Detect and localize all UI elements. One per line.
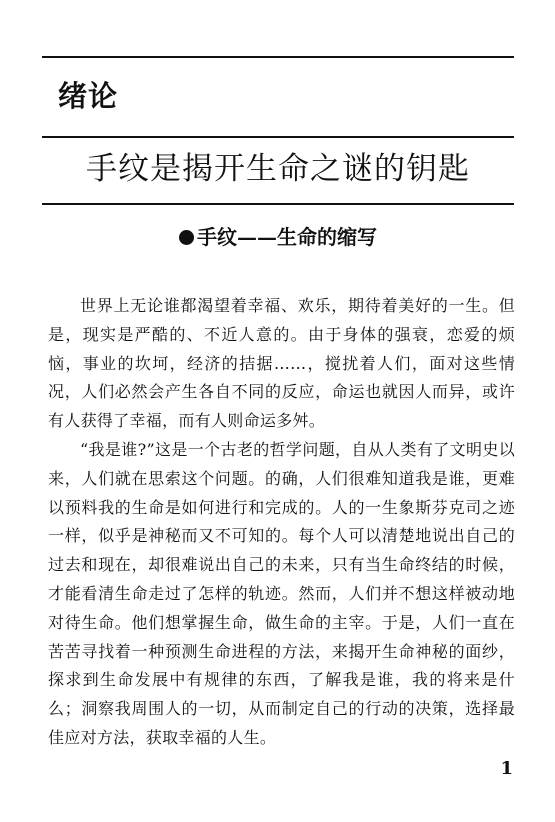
body-text [48, 292, 515, 753]
title-bottom-divider [42, 203, 514, 205]
chapter-label: 绪论 [58, 79, 119, 113]
filled-circle-icon [179, 230, 194, 245]
page-title: 手纹是揭开生命之谜的钥匙 [86, 151, 470, 187]
section-heading [42, 223, 514, 251]
paragraph-2: “我是谁?”这是一个古老的哲学问题，自从人类有了文明史以来，人们就在思索这个问题。的确，人们很难知道我是谁，更难以预料我的生命是如何进行和完成的。人的一生象斯芬克司之迹一样，似乎是神秘而又不可知的。每个人可以清楚地说出自己的过去和现在，却很难说出自己的未来，只有当生命终结的时候，才能看清生命走过了怎样的轨迹。然而，人们并不想这样被动地对待生命。他们想掌握生命，做生命的主宰。于是，人们一直在苦苦寻找着一种预测生命进程的方法，来揭开生命神秘的面纱，探求到生命发展中有规律的东西，了解我是谁，我的将来是什么；洞察我周围人的一切，从而制定自己的行动的决策，选择最佳应对方法，获取幸福的人生。 [48, 439, 515, 747]
paragraph-1: 世界上无论谁都渴望着幸福、欢乐，期待着美好的一生。但是，现实是严酷的、不近人意的。由于身体的强衰，恋爱的烦恼，事业的坎坷，经济的拮据……，搅扰着人们，面对这些情况，人们必然会产生各自不同的反应，命运也就因人而异，或许有人获得了幸福，而有人则命运多舛。 [48, 296, 515, 431]
title-top-divider [42, 136, 514, 138]
page-number: 1 [500, 758, 513, 779]
section-heading-text: 手纹——生命的缩写 [197, 225, 377, 249]
top-divider [42, 56, 514, 58]
